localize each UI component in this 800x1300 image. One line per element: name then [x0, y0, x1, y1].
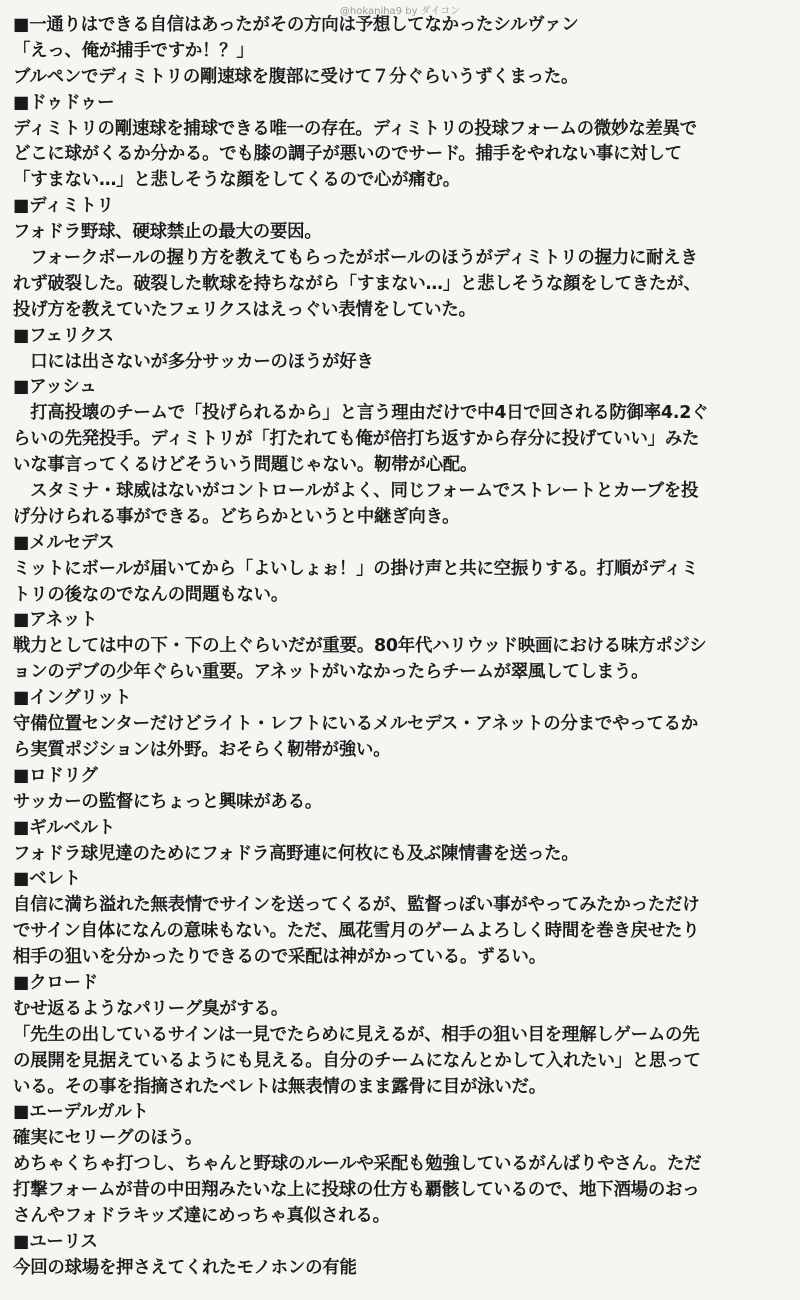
text-line: 「すまない…」と悲しそうな顔をしてくるので心が痛む。: [13, 170, 460, 191]
section-heading: ■ベレト: [13, 869, 81, 890]
text-line: ら実質ポジションは外野。おそらく靭帯が強い。: [13, 739, 391, 760]
text-line: フォドラ球児達のためにフォドラ高野連に何枚にも及ぶ陳情書を送った。: [13, 843, 579, 864]
text-line: 相手の狙いを分かったりできるので采配は神がかっている。ずるい。: [13, 947, 546, 968]
text-line: ブルペンでディミトリの剛速球を腹部に受けて７分ぐらいうずくまった。: [13, 66, 579, 87]
credit-watermark: @hokaniha9 by ダイコン: [339, 6, 461, 17]
text-line: ミットにボールが届いてから「よいしょぉ！」の掛け声と共に空振りする。打順がディミ: [13, 558, 699, 579]
text-line: どこに球がくるか分かる。でも膝の調子が悪いのでサード。捕手をやれない事に対して: [13, 144, 682, 165]
section-heading: ■一通りはできる自信はあったがその方向は予想してなかったシルヴァン: [13, 15, 579, 35]
text-line: スタミナ・球威はないがコントロールがよく、同じフォームでストレートとカーブを投: [13, 481, 699, 502]
section-heading: ■エーデルガルト: [13, 1102, 149, 1123]
text-line: 守備位置センターだけどライト・レフトにいるメルセデス・アネットの分までやってるか: [13, 714, 699, 735]
text-line: 投げ方を教えていたフェリクスはえっぐい表情をしていた。: [13, 299, 476, 320]
section-heading: ■ドゥドゥー: [13, 92, 115, 113]
text-line: さんやフォドラキッズ達にめっちゃ真似される。: [13, 1205, 390, 1226]
section-heading: ■イングリット: [13, 688, 132, 709]
section-heading: ■ロドリグ: [13, 765, 98, 786]
text-line: 「先生の出しているサインは一見でたらめに見えるが、相手の狙い目を理解しゲームの先: [13, 1024, 700, 1045]
text-line: めちゃくちゃ打つし、ちゃんと野球のルールや采配も勉強しているがんばりやさん。ただ: [13, 1154, 702, 1175]
section-heading: ■ギルベルト: [13, 817, 116, 838]
text-line: フォドラ野球、硬球禁止の最大の要因。: [13, 222, 322, 243]
text-line: いる。その事を指摘されたベレトは無表情のまま露骨に目が泳いだ。: [13, 1076, 546, 1097]
text-line: らいの先発投手。ディミトリが「打たれても俺が倍打ち返すから存分に投げていい」みた: [13, 429, 700, 450]
text-line: 打撃フォームが昔の中田翔みたいな上に投球の仕方も覇骸しているので、地下酒場のおっ: [13, 1180, 700, 1201]
document-body: [13, 13, 795, 1282]
text-line: 今回の球場を押さえてくれたモノホンの有能: [13, 1257, 357, 1278]
text-line: の展開を見据えているようにも見える。自分のチームになんとかして入れたい」と思って: [13, 1050, 701, 1071]
section-heading: ■クロード: [13, 972, 98, 993]
text-line: ディミトリの剛速球を捕球できる唯一の存在。ディミトリの投球フォームの微妙な差異で: [13, 118, 697, 139]
section-heading: ■ディミトリ: [13, 196, 114, 217]
text-line: げ分けられる事ができる。どちらかというと中継ぎ向き。: [13, 506, 460, 527]
text-line: 確実にセリーグのほう。: [13, 1128, 203, 1149]
text-line: 口には出さないが多分サッカーのほうが好き: [13, 351, 374, 372]
text-line: ョンのデブの少年ぐらい重要。アネットがいなかったらチームが翠風してしまう。: [13, 662, 649, 683]
text-line: 自信に満ち溢れた無表情でサインを送ってくるが、監督っぽい事がやってみたかっただけ: [13, 895, 700, 916]
section-heading: ■メルセデス: [13, 532, 115, 553]
section-heading: ■アネット: [13, 610, 98, 631]
text-line: れず破裂した。破裂した軟球を持ちながら「すまない…」と悲しそうな顔をしてきたが、: [13, 273, 701, 294]
section-heading: ■アッシュ: [13, 377, 97, 398]
text-line: むせ返るようなパリーグ臭がする。: [13, 998, 289, 1019]
text-line: サッカーの監督にちょっと興味がある。: [13, 791, 323, 812]
text-line: 打高投壊のチームで「投げられるから」と言う理由だけで中4日で回される防御率4.2ぐ: [13, 403, 709, 424]
text-line: でサイン自体になんの意味もない。ただ、風花雪月のゲームよろしく時間を巻き戻せたり: [13, 921, 700, 942]
section-heading: ■ユーリス: [13, 1231, 98, 1252]
text-line: 戦力としては中の下・下の上ぐらいだが重要。80年代ハリウッド映画における味方ポジシ: [13, 636, 707, 657]
text-line: フォークボールの握り方を教えてもらったがボールのほうがディミトリの握力に耐えき: [13, 248, 698, 269]
text-line: 「えっ、俺が捕手ですか！？」: [13, 40, 254, 61]
text-line: トリの後なのでなんの問題もない。: [13, 584, 289, 605]
section-heading: ■フェリクス: [13, 325, 114, 346]
text-line: いな事言ってくるけどそういう問題じゃない。靭帯が心配。: [13, 455, 478, 476]
